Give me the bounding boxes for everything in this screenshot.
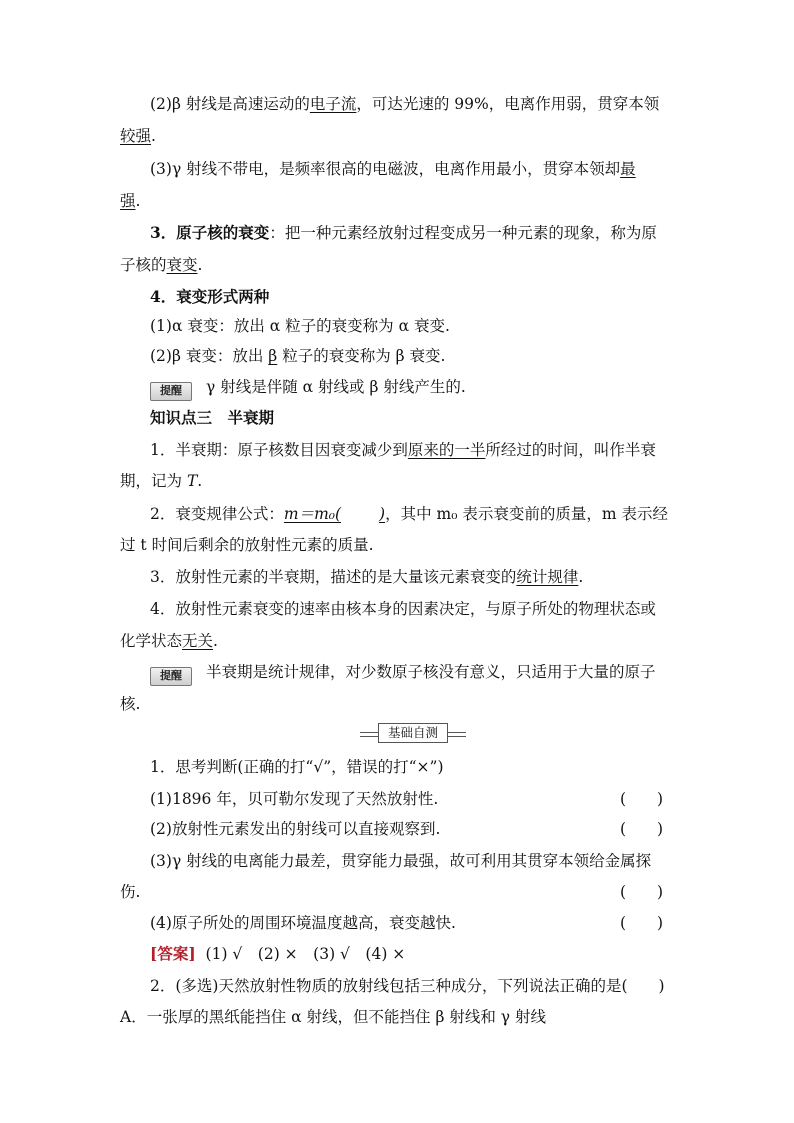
- answer-blank[interactable]: ( ): [620, 790, 664, 808]
- half-life-definition-cont: 期，记为 T.: [120, 472, 203, 490]
- answer-line: [答案] (1) √ (2) × (3) √ (4) ×: [150, 944, 406, 963]
- answer-blank[interactable]: ( ): [620, 820, 664, 838]
- self-test-banner: 基础自测: [360, 723, 466, 743]
- decay-formula-cont: 过 t 时间后剩余的放射性元素的质量.: [120, 536, 374, 554]
- underlined-term: 原来的一半: [407, 441, 486, 459]
- section-heading: 知识点三 半衰期: [150, 408, 275, 427]
- beta-ray-property-cont: 较强.: [120, 127, 156, 145]
- question-2: 2．(多选)天然放射性物质的放射线包括三种成分，下列说法正确的是( ): [150, 977, 665, 995]
- underlined-term: 无关: [182, 632, 214, 650]
- underlined-term: 最: [620, 160, 636, 178]
- gamma-ray-property-cont: 强.: [120, 192, 141, 210]
- option-a[interactable]: A．一张厚的黑纸能挡住 α 射线，但不能挡住 β 射线和 γ 射线: [120, 1008, 546, 1026]
- gamma-ray-property: (3)γ 射线不带电，是频率很高的电磁波，电离作用最小，贯穿本领却最: [150, 160, 636, 178]
- half-life-definition: 1．半衰期：原子核数目因衰变减少到原来的一半所经过的时间，叫作半衰: [150, 441, 656, 459]
- underlined-term: 较强: [120, 127, 152, 145]
- statement-3: (3)γ 射线的电离能力最差，贯穿能力最强，故可利用其贯穿本领给金属探: [150, 852, 652, 870]
- question-1: 1．思考判断(正确的打“√”，错误的打“×”): [150, 758, 444, 776]
- tip-2: 提醒 半衰期是统计规律，对少数原子核没有意义，只适用于大量的原子: [150, 662, 656, 686]
- decay-rate-statement-cont: 化学状态无关.: [120, 632, 218, 650]
- tip-badge: 提醒: [150, 382, 192, 401]
- answer-blank[interactable]: ( ): [620, 914, 664, 932]
- underlined-term: 强: [120, 192, 136, 210]
- answer-blank[interactable]: ( ): [620, 883, 664, 901]
- formula-blank: m＝m₀( ): [283, 505, 386, 523]
- decay-forms-title: 4．衰变形式两种: [150, 287, 270, 306]
- answer-tag: [答案]: [150, 944, 196, 963]
- tip-1: 提醒 γ 射线是伴随 α 射线或 β 射线产生的.: [150, 377, 466, 401]
- tip-2-cont: 核.: [120, 695, 141, 713]
- decay-formula: 2．衰变规律公式：m＝m₀( )，其中 m₀ 表示衰变前的质量，m 表示经: [150, 505, 669, 523]
- underlined-term: 统计规律: [516, 568, 579, 586]
- statement-2: (2)放射性元素发出的射线可以直接观察到.: [150, 820, 441, 838]
- decay-rate-statement: 4．放射性元素衰变的速率由核本身的因素决定，与原子所处的物理状态或: [150, 600, 656, 618]
- decay-definition-cont: 子核的衰变.: [120, 256, 203, 274]
- decay-term: 原子核的衰变: [176, 223, 270, 242]
- alpha-decay: (1)α 衰变：放出 α 粒子的衰变称为 α 衰变.: [150, 317, 450, 335]
- statement-1: (1)1896 年，贝可勒尔发现了天然放射性.: [150, 790, 439, 808]
- beta-ray-property: (2)β 射线是高速运动的电子流，可达光速的 99%，电离作用弱，贯穿本领: [150, 95, 660, 113]
- decay-definition: 3．原子核的衰变：把一种元素经放射过程变成另一种元素的现象，称为原: [150, 223, 657, 242]
- underlined-term: 衰变: [166, 256, 198, 274]
- beta-decay: (2)β 衰变：放出 β 粒子的衰变称为 β 衰变.: [150, 347, 446, 365]
- tip-badge: 提醒: [150, 667, 192, 686]
- statement-4: (4)原子所处的周围环境温度越高，衰变越快.: [150, 914, 456, 932]
- statement-3-cont: 伤.: [120, 883, 141, 901]
- underlined-term: 电子流: [309, 95, 357, 113]
- half-life-statistics: 3．放射性元素的半衰期，描述的是大量该元素衰变的统计规律.: [150, 568, 584, 586]
